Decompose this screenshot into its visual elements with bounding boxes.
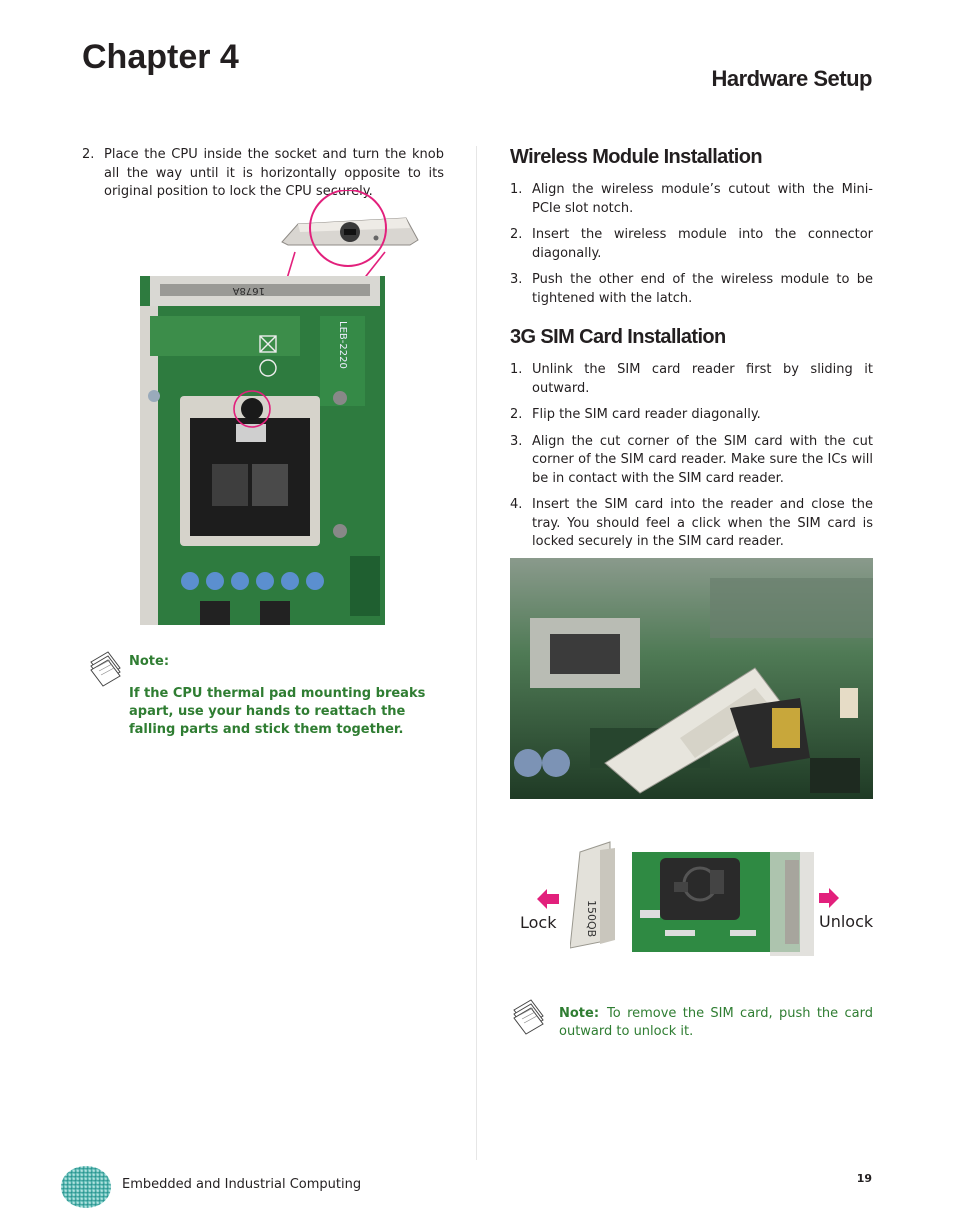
column-divider bbox=[476, 146, 477, 1160]
wireless-step bbox=[510, 271, 873, 308]
cpu-socket-board-photo bbox=[140, 276, 385, 625]
sim-step bbox=[510, 496, 873, 552]
step-number: 3. bbox=[510, 433, 523, 449]
step-text: Insert the wireless module into the connector diagonally. bbox=[532, 227, 873, 261]
right-column bbox=[510, 146, 873, 560]
page-number: 19 bbox=[856, 1172, 872, 1185]
wireless-step bbox=[510, 226, 873, 263]
note-text: If the CPU thermal pad mounting breaks apart, use your hands to reattach the falling parts and stick them together. bbox=[129, 686, 426, 737]
sim-step bbox=[510, 433, 873, 489]
section-title: Hardware Setup bbox=[711, 66, 872, 91]
step-text: Align the cut corner of the SIM card with the cut corner of the SIM card reader. Make sure the ICs will be in contact with the SIM card reader. bbox=[532, 433, 873, 486]
step-text: Align the wireless module’s cutout with the Mini-PCIe slot notch. bbox=[532, 182, 873, 216]
sim-title: 3G SIM Card Installation bbox=[510, 326, 726, 348]
note-icon bbox=[510, 996, 546, 1036]
wireless-title: Wireless Module Installation bbox=[510, 146, 762, 168]
board-top-label: 1678A bbox=[232, 285, 265, 296]
board-model-label: LEB-2220 bbox=[337, 321, 348, 369]
chapter-title: Chapter 4 bbox=[82, 38, 239, 76]
wireless-module-photo bbox=[510, 558, 873, 799]
note-label: Note: bbox=[129, 654, 170, 669]
footer-company: Embedded and Industrial Computing bbox=[122, 1177, 362, 1192]
note-label: Note: bbox=[559, 1006, 600, 1021]
note-icon bbox=[88, 648, 122, 688]
lock-label: Lock bbox=[520, 913, 557, 932]
unlock-label: Unlock bbox=[819, 912, 874, 931]
module-label: 150QB bbox=[585, 900, 598, 938]
step-number: 2. bbox=[510, 407, 523, 422]
sim-note bbox=[559, 1005, 873, 1041]
step-number: 4. bbox=[510, 497, 523, 512]
company-logo-icon bbox=[60, 1165, 112, 1209]
step-text: Push the other end of the wireless module to be tightened with the latch. bbox=[532, 272, 873, 306]
step-number: 1. bbox=[510, 362, 523, 377]
note-text: To remove the SIM card, push the card outward to unlock it. bbox=[559, 1006, 873, 1039]
step-text: Insert the SIM card into the reader and close the tray. You should feel a click when the SIM card is locked securely in the SIM card reader. bbox=[532, 497, 873, 549]
sim-step bbox=[510, 406, 873, 425]
sim-step bbox=[510, 361, 873, 398]
step-text: Unlink the SIM card reader first by sliding it outward. bbox=[532, 362, 873, 396]
cpu-note bbox=[129, 653, 447, 739]
step-text: Place the CPU inside the socket and turn the knob all the way until it is horizontally opposite to its original position to lock the CPU securely. bbox=[104, 147, 444, 199]
sim-step-list bbox=[510, 361, 873, 552]
wireless-step-list bbox=[510, 181, 873, 308]
step-number: 1. bbox=[510, 182, 523, 197]
step-number: 2. bbox=[510, 227, 523, 242]
lock-arrow-icon bbox=[536, 888, 560, 910]
unlock-arrow-icon bbox=[818, 886, 840, 910]
wireless-step bbox=[510, 181, 873, 218]
sim-reader-photo bbox=[570, 840, 816, 960]
step-number: 2. bbox=[82, 147, 95, 162]
step-number: 3. bbox=[510, 272, 523, 287]
step-text: Flip the SIM card reader diagonally. bbox=[532, 407, 761, 422]
